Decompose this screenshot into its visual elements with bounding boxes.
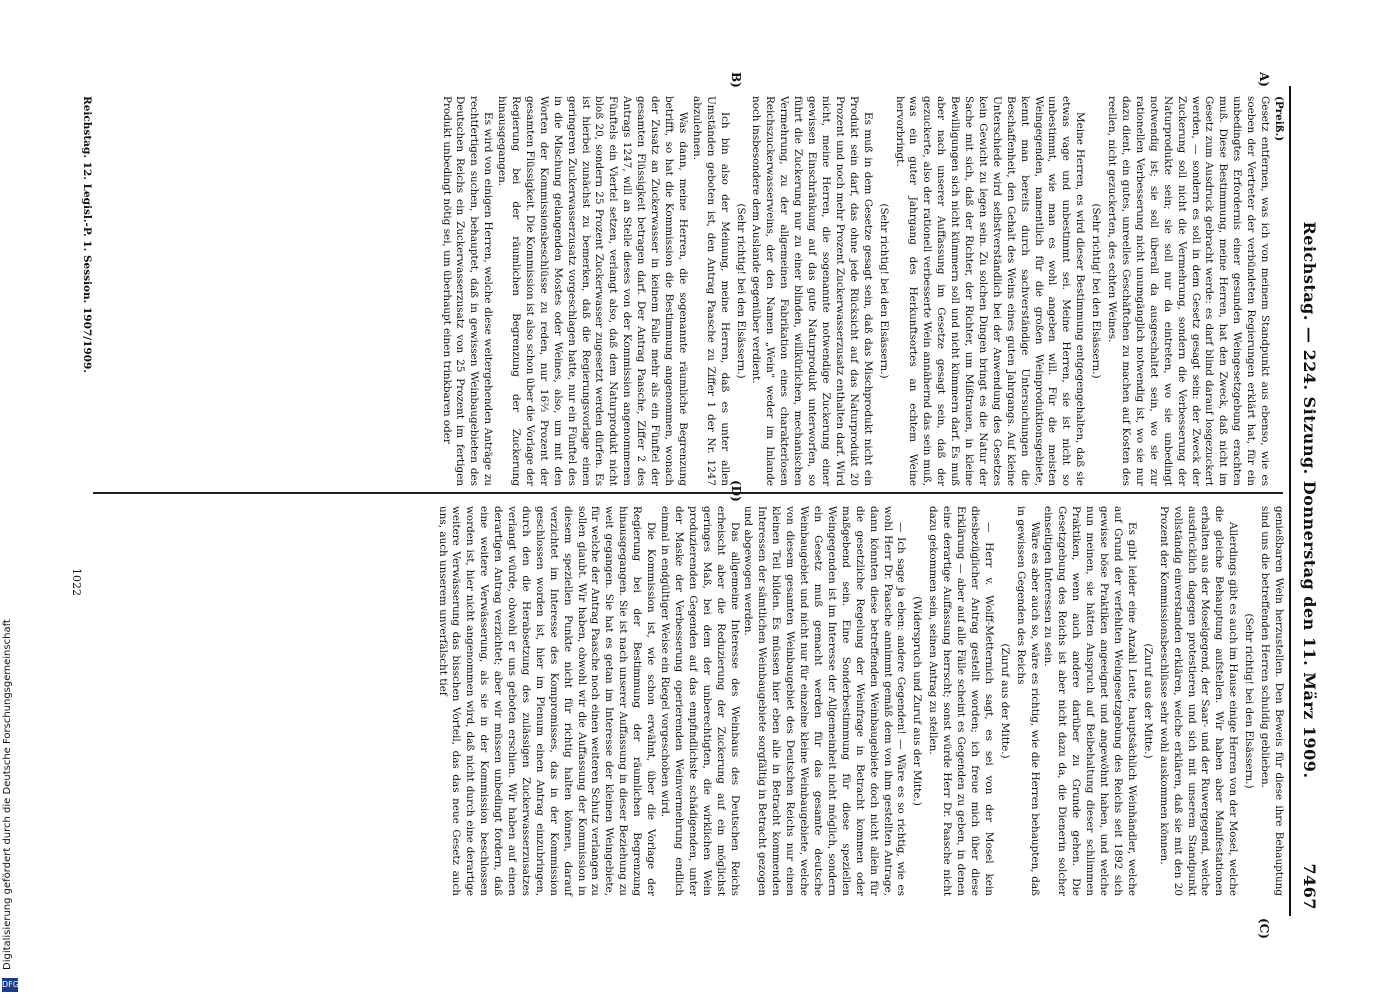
paragraph: Ich bin also der Meinung, meine Herren, daß es unter allen Umständen geboten ist, den Antrag Paasche zu Ziffer 1 der Nr. 1247 abzulehnen. bbox=[690, 96, 731, 486]
paragraph: Das allgemeine Interesse des Weinbaus des Deutschen Reichs erheischt aber die Reduzierung der Zuckerung auf ein möglichst geringes Maß, bei dem der unberechtigten, die wirklichen Wein produzierenden Gegenden auf das empfindlichste schädigenden, unter der Maske der Verbesserung operierenden Weinvermehrung endlich einmal in endgültiger Weise ein Riegel vorgeschoben wird. bbox=[659, 506, 741, 896]
paragraph: Gesetz entfernen, was ich von meinem Standpunkt aus ebenso, wie es soeben der Vertreter der verbündeten Regierungen erklärt hat, für ein unbedingtes Erfordernis einer gesunden Weingesetzgebung erachten muß. Diese Bestimmung, meine Herren, hat den Zweck, daß nicht im Gesetz zum Ausdruck gebracht werde: es darf blind darauf losgezuckert werden, — sondern es soll in dem Gesetz gesagt sein: der Zweck der Zuckerung soll nicht die Vermehrung, sondern die Verbesserung der Naturprodukte sein; sie soll nur da eintreten, wo sie unbedingt notwendig ist; sie soll überall da ausgeschaltet sein, wo sie zur rationellen Verbesserung nicht unumgänglich notwendig ist, wo sie nur dazu dient, ein gutes, unreelles Geschäftchen zu machen auf Kosten des reellen, nicht gezuckerten, des echten Weines. bbox=[1106, 96, 1272, 486]
interjection: (Zuruf aus der Mitte.) bbox=[998, 643, 1011, 759]
paragraph: Es wird von einigen Herren, welche diese weitergehenden Anträge zu rechtfertigen suchen, behauptet, daß in gewissen Weinbaugebieten des Deutschen Reichs ein Zuckerwasserzusatz von 25 Prozent im fertigen Produkt unbedingt nötig sei, um überhaupt einen trinkbaren oder bbox=[440, 96, 495, 486]
header-page-number: 7467 bbox=[1300, 863, 1319, 910]
margin-letter-d: (D) bbox=[729, 480, 743, 502]
digitization-credit: Digitalisierung gefördert durch die Deutsche Forschungsgemeinschaft bbox=[2, 619, 13, 970]
interjection: (Sehr richtig! bei den Elsässern.) bbox=[734, 203, 747, 379]
margin-letter-b: B) bbox=[729, 72, 743, 88]
paragraph: Es muß in dem Gesetze gesagt sein, daß das Mischprodukt nicht ein Produkt sein darf, das ohne jede Rücksicht auf das Naturprodukt 20 Prozent und noch mehr Prozent Zuckerwasserzusatz enthalten darf. Wird nicht, meine Herren, die sogenannte notwendige Zuckerung einer gewissen Einschränkung auf das gute Naturprodukt unterworfen, so führt die Zuckerung nur zu einer blinden, willkürlichen, mechanischen Vermehrung, zu der allgemeinen Fabrikation eines charakterlosen Reichszuckerwasserweins, der den Namen „Wein“ weder im Inlande noch insbesondere dem Auslande gegenüber verdient. bbox=[750, 96, 874, 486]
right-column bbox=[435, 506, 1285, 896]
interjection: (Widerspruch und Zuruf aus der Mitte.) bbox=[911, 596, 924, 806]
paragraph: — Ich sage ja eben: andere Gegenden! — Wäre es so richtig, wie es wohl Herr Dr. Paasche annimmt gemäß dem von ihm gestellten Antrage, dann könnten diese betreffenden Weinbaugebiete doch nicht allein für die gesetzliche Regelung der Weinfrage in Betracht kommen oder maßgebend sein. Eine Sonderbestimmung für diese speziellen Weingegenden ist im Interesse der Allgemeinheit nicht möglich, sondern ein Gesetz muß gemacht werden für das gesamte deutsche Weinbaugebiet und nicht nur für einzelne kleine Weinbaugebiete, welche von diesem gesamten Weinbaugebiet des Deutschen Reichs nur einen kleinen Teil bilden. Es müssen hier eben alle in Betracht kommenden Interessen der sämtlichen Weinbaugebiete sorgfältig in Betracht gezogen und abgewogen werden. bbox=[742, 506, 908, 896]
interjection: (Sehr richtig! bei den Elsässern.) bbox=[1243, 613, 1256, 789]
page-footer: Reichstag. 12. Legisl.-P. 1. Session. 1907/1909. bbox=[81, 96, 93, 373]
margin-letter-a: A) bbox=[1257, 72, 1271, 87]
speaker-label: (Preiß.) bbox=[1273, 96, 1285, 142]
column-divider bbox=[93, 492, 1283, 494]
margin-letter-c: (C) bbox=[1257, 918, 1271, 939]
header-rule bbox=[1289, 86, 1291, 916]
paragraph: Allerdings gibt es auch im Hause einige Herren von der Mosel, welche die gleiche Behauptung aufstellen. Wir haben aber Manifestationen erhalten aus der Moselgegend, der Saar- und der Ruwergegend, welche ausdrücklich dagegen protestieren und sich mit unserem Standpunkt vollständig einverstanden erklären, welche erklären, daß sie mit den 20 Prozent der Kommissionsbeschlüsse sehr wohl auskommen können. bbox=[1157, 506, 1240, 896]
page-header bbox=[1293, 90, 1319, 910]
footer-page-number: 1022 bbox=[70, 568, 83, 596]
paragraph: Was dann, meine Herren, die sogenannte räumliche Begrenzung betrifft, so hat die Kommission die Bestimmung angenommen, wonach der Zusatz an Zuckerwasser in keinem Falle mehr als ein Fünftel der gesamten Flüssigkeit betragen darf. Der Antrag Paasche, Ziffer 2 des Antrags 1247, will an Stelle dieses von der Kommission angenommenen Fünftels ein Viertel setzen, verlangt also, daß dem Naturprodukt nicht bloß 20, sondern 25 Prozent Zuckerwasser zugesetzt werden dürfen. Es ist hierbei zunächst zu bemerken, daß die Regierungsvorlage einen geringeren Zuckerwasserzusatz vorgeschlagen hatte, nur ein Fünftel des in die Mischung gelangenden Mostes oder Weines, also, um mit den Worten der Kommissionsbeschlüsse zu reden, nur 16⅔ Prozent der gesamten Flüssigkeit. Die Kommission ist also schon über die Vorlage der Regierung bei der räumlichen Begrenzung der Zuckerung hinausgegangen. bbox=[496, 96, 689, 487]
header-title: Reichstag. — 224. Sitzung. Donnerstag den 11. März 1909. bbox=[1300, 221, 1319, 779]
paragraph: — Herr v. Wolff-Metternich sagt, es sei von der Mosel kein diesbezüglicher Antrag gestellt worden; ich freue mich über diese Erklärung — aber auf alle Fälle scheint es Gegenden zu geben, in denen eine derartige Auffassung herrscht; sonst würde Herr Dr. Paasche nicht dazu gekommen sein, seinen Antrag zu stellen. bbox=[927, 506, 995, 896]
paragraph: Es gibt leider eine Anzahl Leute, hauptsächlich Weinhändler, welche auf Grund der verfehlten Weingesetzgebung des Reichs seit 1892 sich gewisse böse Praktiken angeeignet und angewöhnt haben, und welche nun meinen, sie hätten Anspruch auf Beibehaltung dieser schlimmen Praktiken, wenn auch andere darüber zu Grunde gehen. Die Gesetzgebung des Reichs ist aber nicht dazu da, die Dienerin solcher einseitigen Interessen zu sein. bbox=[1042, 506, 1138, 896]
paragraph: genießbaren Wein herzustellen. Den Beweis für diese ihre Behauptung sind uns die betreffenden Herren schuldig geblieben. bbox=[1259, 506, 1285, 896]
dfg-logo: DFG bbox=[2, 978, 18, 992]
interjection: (Zuruf aus der Mitte.) bbox=[1141, 643, 1154, 759]
left-column bbox=[439, 96, 1285, 486]
paragraph: Meine Herren, es wird dieser Bestimmung entgegengehalten, daß sie etwas vage und unbestimmt sei. Meine Herren, sie ist nicht so unbestimmt, wie man es wohl angeben will. Für die meisten Weingegenden, namentlich für die großen Weinproduktionsgebiete, kennt man bereits durch sachverständige Untersuchungen die Beschaffenheit, den Gehalt des Weins eines guten Jahrgangs. Auf kleine Unterschiede wird selbstverständlich bei der Anwendung des Gesetzes kein Gewicht zu legen sein. Zu solchen Dingen bringt es die Natur der Sache mit sich, daß der Richter, der Richter, um Mißtrauen, in kleine Bewilligungen sich nicht kümmern soll und nicht kümmern darf. Es muß aber nach unserer Auffassung im Gesetze gesagt sein, daß der gezuckerte, also der rationell verbesserte Wein annähernd das sein muß, was ein guter Jahrgang des Herkunftsortes an echtem Weine hervorbringt. bbox=[893, 96, 1087, 486]
interjection: (Sehr richtig! bei den Elsässern.) bbox=[877, 203, 890, 379]
paragraph: Die Kommission ist, wie schon erwähnt, über die Vorlage der Regierung bei der Bestimmung der räumlichen Begrenzung hinausgegangen. Sie ist nach unserer Auffassung in dieser Beziehung zu weit gegangen. Sie hat es getan im Interesse der kleinen Weingebiete, für welche der Antrag Paasche noch einen weiteren Schutz verlangen zu sollen glaubt. Wir haben, obwohl wir die Auffassung der Kommission in diesem speziellen Punkte nicht für richtig halten können, darauf verzichtet im Interesse des Kompromisses, das in der Kommission geschlossen worden ist, hier im Plenum einen Antrag einzubringen, durch den die Herabsetzung des zulässigen Zuckerwasserzusatzes verlangt würde, obwohl er uns geboten erschien. Wir haben auf einen derartigen Antrag verzichtet; aber wir müssen unbedingt fordern, daß eine weitere Verwässerung, als sie in der Kommission beschlossen worden ist, hier nicht angenommen wird, daß nicht durch eine derartige weitere Verwässerung das bisschen Vorteil, das das neue Gesetz auch uns, auch unserem unverfälscht tief bbox=[436, 506, 658, 896]
interjection: (Sehr richtig! bei den Elsässern.) bbox=[1090, 203, 1103, 379]
paragraph: Wäre es aber auch so, wäre es richtig, wie die Herren behaupten, daß in gewissen Gegenden des Reichs bbox=[1014, 506, 1041, 896]
